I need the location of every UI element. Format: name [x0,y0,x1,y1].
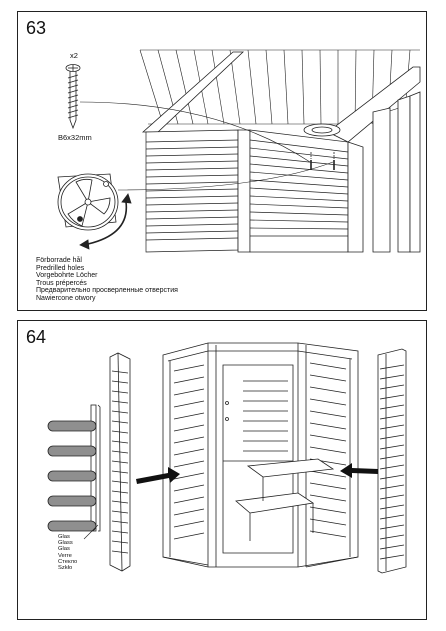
screw-size: B6x32mm [58,133,92,142]
glass-label: Glas Glass Glas Verre Стекло Szkło [58,534,78,572]
glass-panel-installation-illustration [18,321,427,620]
wall-slats [146,130,238,252]
glass-rail-detail [48,405,100,539]
right-louvred-panel [378,349,406,573]
step-64-panel [17,320,427,620]
step-number: 64 [26,327,47,347]
screw-quantity: x2 [70,51,78,60]
left-louvred-panel [110,353,130,571]
vent-detail-circle [58,174,118,230]
sauna-cabin [163,343,358,567]
predrilled-holes-label: Förborrade hål Predrilled holes Vorgebohrte Löcher Trous prépercés Предварительно просверленные отверстия Nawiercone otwory [36,257,178,302]
screw-icon [66,65,80,129]
step-63-panel [17,11,427,311]
step-number: 63 [26,18,47,38]
